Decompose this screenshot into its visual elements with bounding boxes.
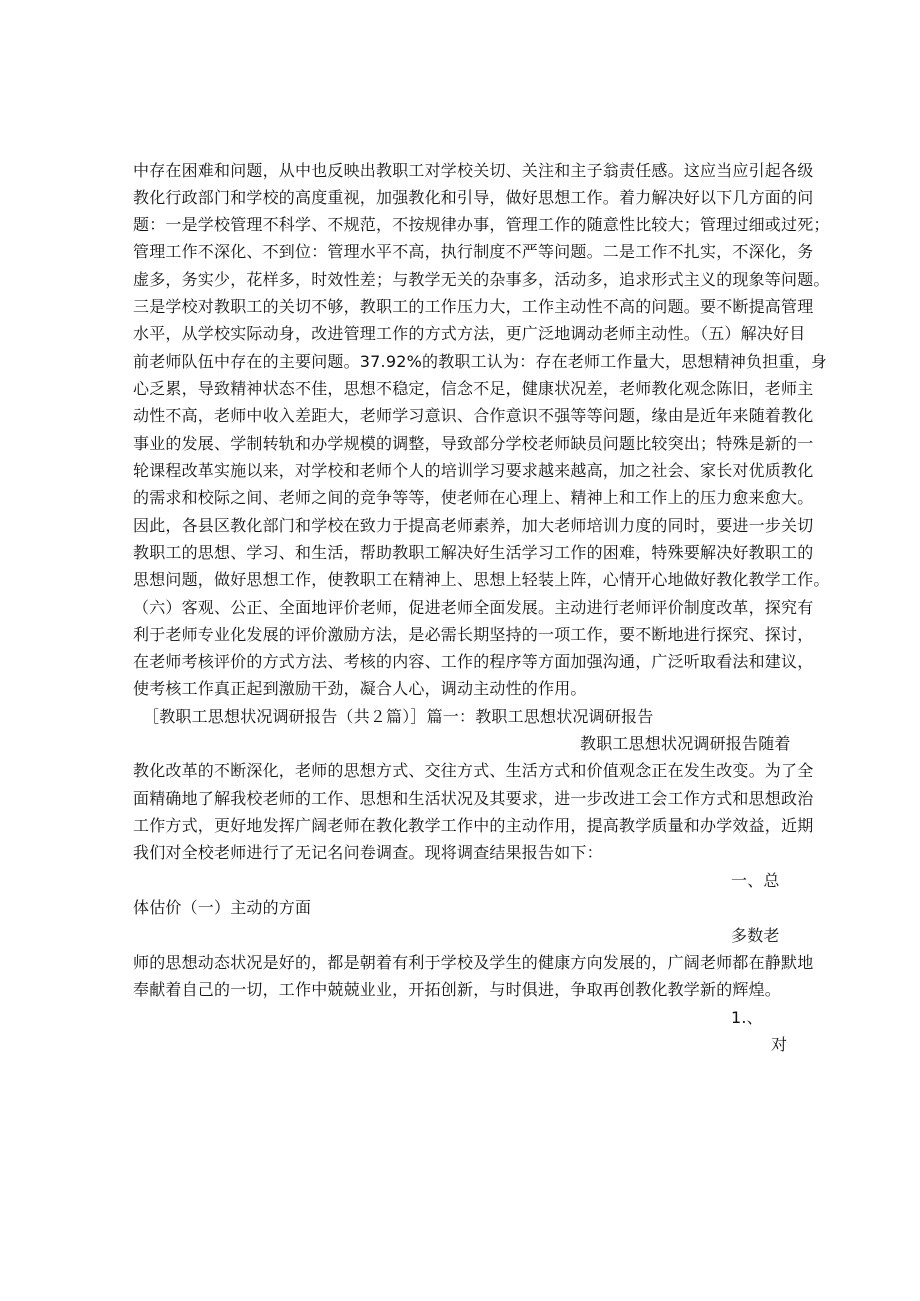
text-line: 虚多，务实少，花样多，时效性差；与教学无关的杂事多，活动多，追求形式主义的现象等问题。 bbox=[133, 270, 830, 289]
text-line: 使考核工作真正起到激励干劲，凝合人心，调动主动性的作用。 bbox=[133, 679, 587, 698]
heading-fragment: 一、总 bbox=[731, 871, 780, 890]
text-line: 题：一是学校管理不科学、不规范，不按规律办事，管理工作的随意性比较大；管理过细或过死； bbox=[133, 215, 830, 234]
text-line: 师的思想动态状况是好的，都是朝着有利于学校及学生的健康方向发展的，广阔老师都在静默地 bbox=[133, 953, 814, 972]
text-line: 管理工作不深化、不到位：管理水平不高，执行制度不严等问题。二是工作不扎实，不深化，务 bbox=[133, 242, 814, 261]
text-line: 前老师队伍中存在的主要问题。37.92%的教职工认为：存在老师工作量大，思想精神负担重，身 bbox=[133, 352, 828, 371]
text-line: 心乏累，导致精神状态不佳，思想不稳定，信念不足，健康状况差，老师教化观念陈旧，老师主 bbox=[133, 379, 814, 398]
text-line: 工作方式，更好地发挥广阔老师在教化教学工作中的主动作用，提高教学质量和办学效益，近期 bbox=[133, 816, 814, 835]
text-line: 在老师考核评价的方式方法、考核的内容、工作的程序等方面加强沟通，广泛听取看法和建议， bbox=[133, 652, 814, 671]
text-line: 利于老师专业化发展的评价激励方法，是必需长期坚持的一项工作，要不断地进行探究、探讨， bbox=[133, 625, 814, 644]
text-line: 教化行政部门和学校的高度重视，加强教化和引导，做好思想工作。着力解决好以下几方面的问 bbox=[133, 188, 814, 207]
text-line: 思想问题，做好思想工作，使教职工在精神上、思想上轻装上阵，心情开心地做好教化教学工作。 bbox=[133, 570, 830, 589]
text-line: 因此，各县区教化部门和学校在致力于提高老师素养，加大老师培训力度的同时，要进一步关切 bbox=[133, 516, 814, 535]
text-line: 动性不高，老师中收入差距大，老师学习意识、合作意识不强等等问题，缘由是近年来随着教化 bbox=[133, 406, 814, 425]
text-line: （六）客观、公正、全面地评价老师，促进老师全面发展。主动进行老师评价制度改革，探究有 bbox=[133, 598, 814, 617]
report-title-line: 教职工思想状况调研报告随着 bbox=[580, 734, 791, 753]
list-number: 1.、 bbox=[731, 1008, 763, 1027]
text-fragment: 对 bbox=[771, 1035, 788, 1054]
text-line: 奉献着自己的一切，工作中兢兢业业，开拓创新，与时俱进，争取再创教化教学新的辉煌。 bbox=[133, 980, 782, 999]
text-line: 中存在困难和问题，从中也反映出教职工对学校关切、关注和主子翁责任感。这应当应引起各级 bbox=[133, 161, 814, 180]
text-line: 三是学校对教职工的关切不够，教职工的工作压力大，工作主动性不高的问题。要不断提高管理 bbox=[133, 297, 814, 316]
section-heading: ［教职工思想状况调研报告（共２篇）］篇一：教职工思想状况调研报告 bbox=[143, 707, 654, 726]
text-line: 事业的发展、学制转轨和办学规模的调整，导致部分学校老师缺员问题比较突出；特殊是新的一 bbox=[133, 434, 814, 453]
text-line: 轮课程改革实施以来，对学校和老师个人的培训学习要求越来越高，加之社会、家长对优质教化 bbox=[133, 461, 814, 480]
text-line: 面精确地了解我校老师的工作、思想和生活状况及其要求，进一步改进工会工作方式和思想政治 bbox=[133, 789, 814, 808]
text-line: 水平，从学校实际动身，改进管理工作的方式方法，更广泛地调动老师主动性。（五）解决好目 bbox=[133, 324, 806, 343]
text-line: 的需求和校际之间、老师之间的竞争等等，使老师在心理上、精神上和工作上的压力愈来愈大。 bbox=[133, 488, 814, 507]
text-line: 我们对全校老师进行了无记名问卷调查。现将调查结果报告如下： bbox=[133, 843, 603, 862]
text-fragment: 多数老 bbox=[731, 926, 780, 945]
text-line: 教职工的思想、学习、和生活，帮助教职工解决好生活学习工作的困难，特殊要解决好教职工的 bbox=[133, 543, 814, 562]
text-line: 教化改革的不断深化，老师的思想方式、交往方式、生活方式和价值观念正在发生改变。为了全 bbox=[133, 761, 814, 780]
subheading-line: 体估价（一）主动的方面 bbox=[133, 898, 312, 917]
